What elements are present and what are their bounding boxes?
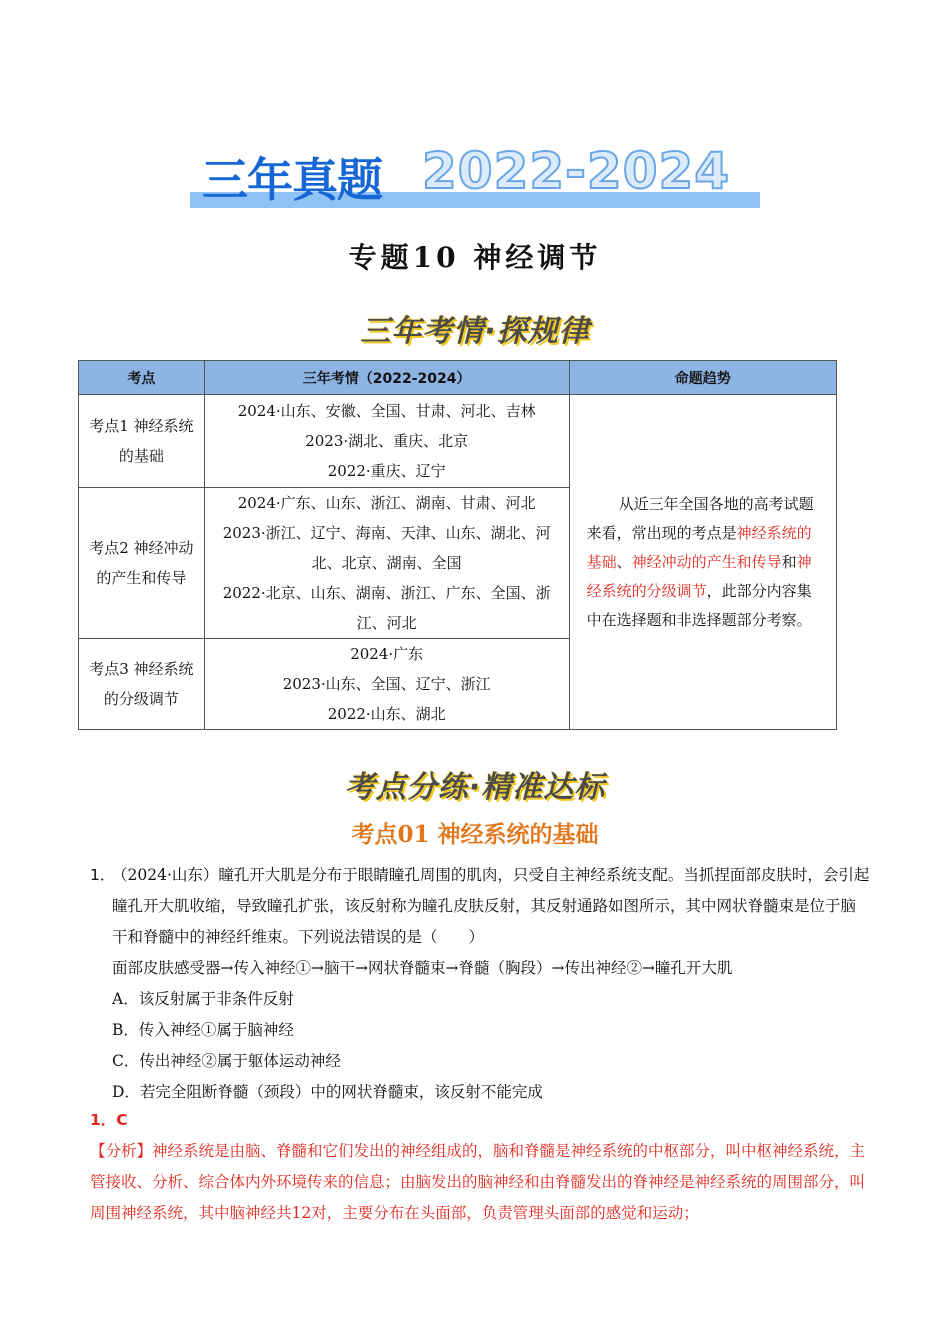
exam-year-line: 2022·重庆、辽宁 [327,462,446,480]
banner-title-years: 2022-2024 [422,142,731,200]
option-d: D．若完全阻断脊髓（颈段）中的网状脊髓束，该反射不能完成 [112,1083,543,1101]
table-header-cell: 三年考情（2022-2024） [204,361,569,395]
exam-point-cell: 考点3 神经系统的分级调节 [79,639,205,730]
exam-year-line: 2022·北京、山东、湖南、浙江、广东、全国、浙江、河北 [222,584,551,632]
answer-block [90,1105,880,1229]
option-c: C．传出神经②属于躯体运动神经 [112,1052,341,1070]
exam-year-line: 2024·广东 [350,645,424,663]
section-banner-trends: 三年考情·探规律 [360,314,590,349]
banner-title-left: 三年真题 [202,153,382,207]
exam-years-cell [204,488,569,639]
table-header-cell: 考点 [79,361,205,395]
trend-highlight: 神经冲动的产生和传导 [631,552,782,571]
exam-year-line: 2023·山东、全国、辽宁、浙江 [282,675,491,693]
exam-trend-table [78,360,837,730]
exam-year-line: 2024·山东、安徽、全国、甘肃、河北、吉林 [237,402,536,420]
trend-text: 从近三年全国各地的高考试题来看，常出现的考点是 [586,494,814,542]
exam-year-line: 2024·广东、山东、浙江、湖南、甘肃、河北 [237,494,536,512]
trend-highlight: 神经系统的基础 [586,523,812,571]
answer-analysis: 【分析】神经系统是由脑、脊髓和它们发出的神经组成的，脑和脊髓是神经系统的中枢部分，叫中枢神经系统，主管接收、分析、综合体内外环境传来的信息；由脑发出的脑神经和由脊髓发出的脊神经是神经系统的周围部分，叫周围神经系统，其中脑神经共12对，主要分布在头面部，负责管理头面部的感觉和运动； [90,1142,866,1222]
exam-years-cell [204,395,569,488]
exam-point-cell: 考点1 神经系统的基础 [79,395,205,488]
option-a: A．该反射属于非条件反射 [112,990,294,1008]
trend-text: 、 [616,552,632,571]
question-stem: （2024·山东）瞳孔开大肌是分布于眼睛瞳孔周围的肌肉，只受自主神经系统支配。当抓捏面部皮肤时，会引起瞳孔开大肌收缩，导致瞳孔扩张，该反射称为瞳孔皮肤反射，其反射通路如图所示，其中网状脊髓束是位于脑干和脊髓中的神经纤维束。下列说法错误的是（ ） [112,866,870,946]
trend-highlight: 神经系统的分级调节 [586,552,812,600]
exam-years-cell [204,639,569,730]
table-row [79,395,837,488]
topic-title: 考点01 神经系统的基础 [351,821,599,848]
exam-year-line: 2023·浙江、辽宁、海南、天津、山东、湖北、河北、北京、湖南、全国 [222,524,551,572]
trend-cell [569,395,836,730]
table-header-row [79,361,837,395]
trend-text: 和 [781,552,797,571]
title-banner [190,142,760,208]
exam-year-line: 2023·湖北、重庆、北京 [305,432,469,450]
answer-number: 1．C [90,1111,128,1129]
exam-year-line: 2022·山东、湖北 [327,705,446,723]
trend-text: ，此部分内容集中在选择题和非选择题部分考察。 [586,581,812,629]
question-number: 1． [90,866,116,884]
table-header-cell: 命题趋势 [569,361,836,395]
question-block [90,860,870,1108]
section-banner-practice: 考点分练·精准达标 [344,770,606,805]
exam-point-cell: 考点2 神经冲动的产生和传导 [79,488,205,639]
subject-title: 专题10 神经调节 [348,241,602,274]
reflex-pathway: 面部皮肤感受器→传入神经①→脑干→网状脊髓束→脊髓（胸段）→传出神经②→瞳孔开大肌 [112,959,733,977]
option-b: B．传入神经①属于脑神经 [112,1021,294,1039]
